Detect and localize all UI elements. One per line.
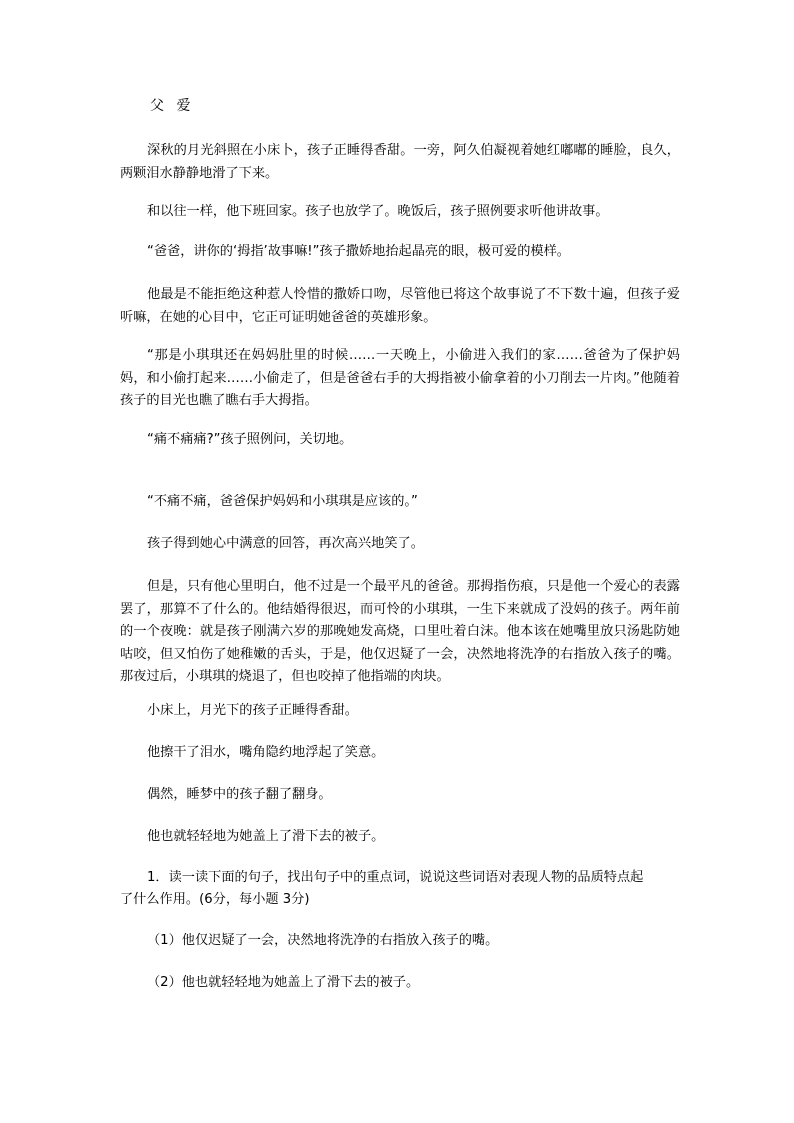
paragraph: 他也就轻轻地为她盖上了滑下去的被子。 bbox=[147, 829, 385, 844]
paragraph: “那是小琪琪还在妈妈肚里的时候……一天晚上，小偷进入我们的家……爸爸为了保护妈妈，和小偷打起来……小偷走了，但是爸爸右手的大拇指被小偷拿着的小刀削去一片肉。”他随着孩子的目光也瞧了瞧右手大拇指。 bbox=[120, 348, 680, 408]
paragraph: “爸爸，讲你的‘拇指’故事嘛!”孩子撒娇地抬起晶亮的眼，极可爱的模样。 bbox=[147, 244, 570, 259]
paragraph: 和以往一样，他下班回家。孩子也放学了。晚饭后，孩子照例要求听他讲故事。 bbox=[147, 204, 609, 219]
paragraph: 但是，只有他心里明白，他不过是一个最平凡的爸爸。那拇指伤痕，只是他一个爱心的表露罢了，那算不了什么的。他结婚得很迟，而可怜的小琪琪，一生下来就成了没妈的孩子。两年前的一个夜晚：就是孩子刚满六岁的那晚她发高烧，口里吐着白沫。他本该在她嘴里放只汤匙防她咕咬，但又怕伤了她稚嫩的舌头，于是，他仅迟疑了一会，决然地将洗净的右指放入孩子的嘴。那夜过后，小琪琪的烧退了，但也咬掉了他指端的肉块。 bbox=[120, 579, 680, 684]
paragraph: 深秋的月光斜照在小床卜，孩子正睡得香甜。一旁，阿久伯凝视着她红嘟嘟的睡脸，良久，两颗泪水静静地滑了下来。 bbox=[120, 143, 680, 181]
document-title: 父 爱 bbox=[150, 98, 195, 114]
paragraph: 他最是不能拒绝这种惹人怜惜的撒娇口吻，尽管他已将这个故事说了不下数十遍，但孩子爱听嘛，在她的心目中，它正可证明她爸爸的英雄形象。 bbox=[120, 287, 680, 325]
question-item: （1）他仅迟疑了一会，决然地将洗净的右指放入孩子的嘴。 bbox=[147, 933, 499, 948]
paragraph: 孩子得到她心中满意的回答，再次高兴地笑了。 bbox=[147, 536, 424, 551]
paragraph: 小床上，月光下的孩子正睡得香甜。 bbox=[147, 703, 358, 718]
paragraph: 偶然，睡梦中的孩子翻了翻身。 bbox=[147, 787, 332, 802]
question-prompt-continued: 了什么作用。(6分，每小题 3分) bbox=[120, 892, 310, 907]
question-item: （2）他也就轻轻地为她盖上了滑下去的被子。 bbox=[147, 975, 420, 990]
paragraph: “痛不痛痛?”孩子照例问，关切地。 bbox=[147, 432, 353, 447]
paragraph: “不痛不痛，爸爸保护妈妈和小琪琪是应该的。” bbox=[147, 494, 418, 509]
paragraph: 他擦干了泪水，嘴角隐约地浮起了笑意。 bbox=[147, 745, 385, 760]
question-prompt: 1．读一读下面的句子，找出句子中的重点词，说说这些词语对表现人物的品质特点起 bbox=[147, 870, 644, 885]
